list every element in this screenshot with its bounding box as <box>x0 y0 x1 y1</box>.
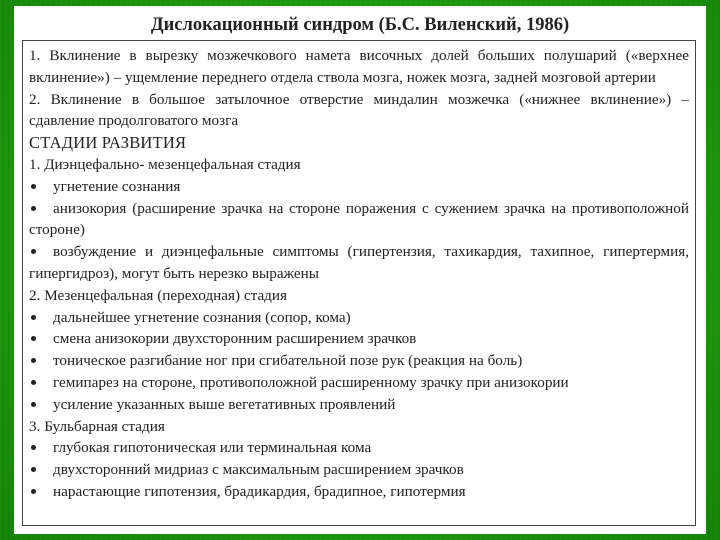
stage-2-heading: 2. Мезенцефальная (переходная) стадия <box>29 286 288 304</box>
bullet-icon <box>31 249 36 254</box>
stage-3-item: глубокая гипотоническая или терминальная кома <box>29 437 689 459</box>
intro-paragraph-2: 2. Вклинение в большое затылочное отверстие миндалин мозжечка («нижнее вклинение») – сдавление продолговатого мозга <box>29 90 689 130</box>
bullet-icon <box>31 380 36 385</box>
stage-1-item: анизокория (расширение зрачка на стороне поражения с сужением зрачка на противоположной стороне) <box>29 199 689 239</box>
stage-3-item: нарастающие гипотензия, брадикардия, брадипное, гипотермия <box>29 481 689 503</box>
slide-sheet <box>14 6 706 534</box>
bullet-icon <box>31 206 36 211</box>
bullet-icon <box>31 402 36 407</box>
stage-2-item: гемипарез на стороне, противоположной расширенному зрачку при анизокории <box>29 372 689 394</box>
slide-title: Дислокационный синдром (Б.С. Виленский, 1986) <box>150 15 570 35</box>
stages-heading: СТАДИИ РАЗВИТИЯ <box>29 133 187 153</box>
bullet-icon <box>31 467 36 472</box>
intro-paragraph-1: 1. Вклинение в вырезку мозжечкового намета височных долей больших полушарий («верхнее вклинение») – ущемление переднего отдела ствола мозга, ножек мозга, задней мозговой артерии <box>29 47 689 86</box>
stage-2-item: дальнейшее угнетение сознания (сопор, кома) <box>29 307 689 329</box>
stage-3-item: двухсторонний мидриаз с максимальным расширением зрачков <box>29 459 689 481</box>
bullet-icon <box>31 489 36 494</box>
bullet-icon <box>31 336 36 341</box>
bullet-icon <box>31 184 36 189</box>
stage-3-heading: 3. Бульбарная стадия <box>29 417 165 435</box>
content-frame <box>22 40 696 526</box>
bullet-icon <box>31 445 36 450</box>
bullet-icon <box>31 358 36 363</box>
stage-1-item: возбуждение и диэнцефальные симптомы (гипертензия, тахикардия, тахипное, гипертермия, гипергидроз), могут быть нерезко выражены <box>29 243 689 282</box>
stage-1-item: угнетение сознания <box>29 176 689 198</box>
stage-2-item: смена анизокории двухсторонним расширением зрачков <box>29 328 689 350</box>
stage-2-item: тоническое разгибание ног при сгибательной позе рук (реакция на боль) <box>29 350 689 372</box>
stage-2-item: усиление указанных выше вегетативных проявлений <box>29 394 689 416</box>
bullet-icon <box>31 315 36 320</box>
stage-1-heading: 1. Диэнцефально- мезенцефальная стадия <box>29 155 301 173</box>
